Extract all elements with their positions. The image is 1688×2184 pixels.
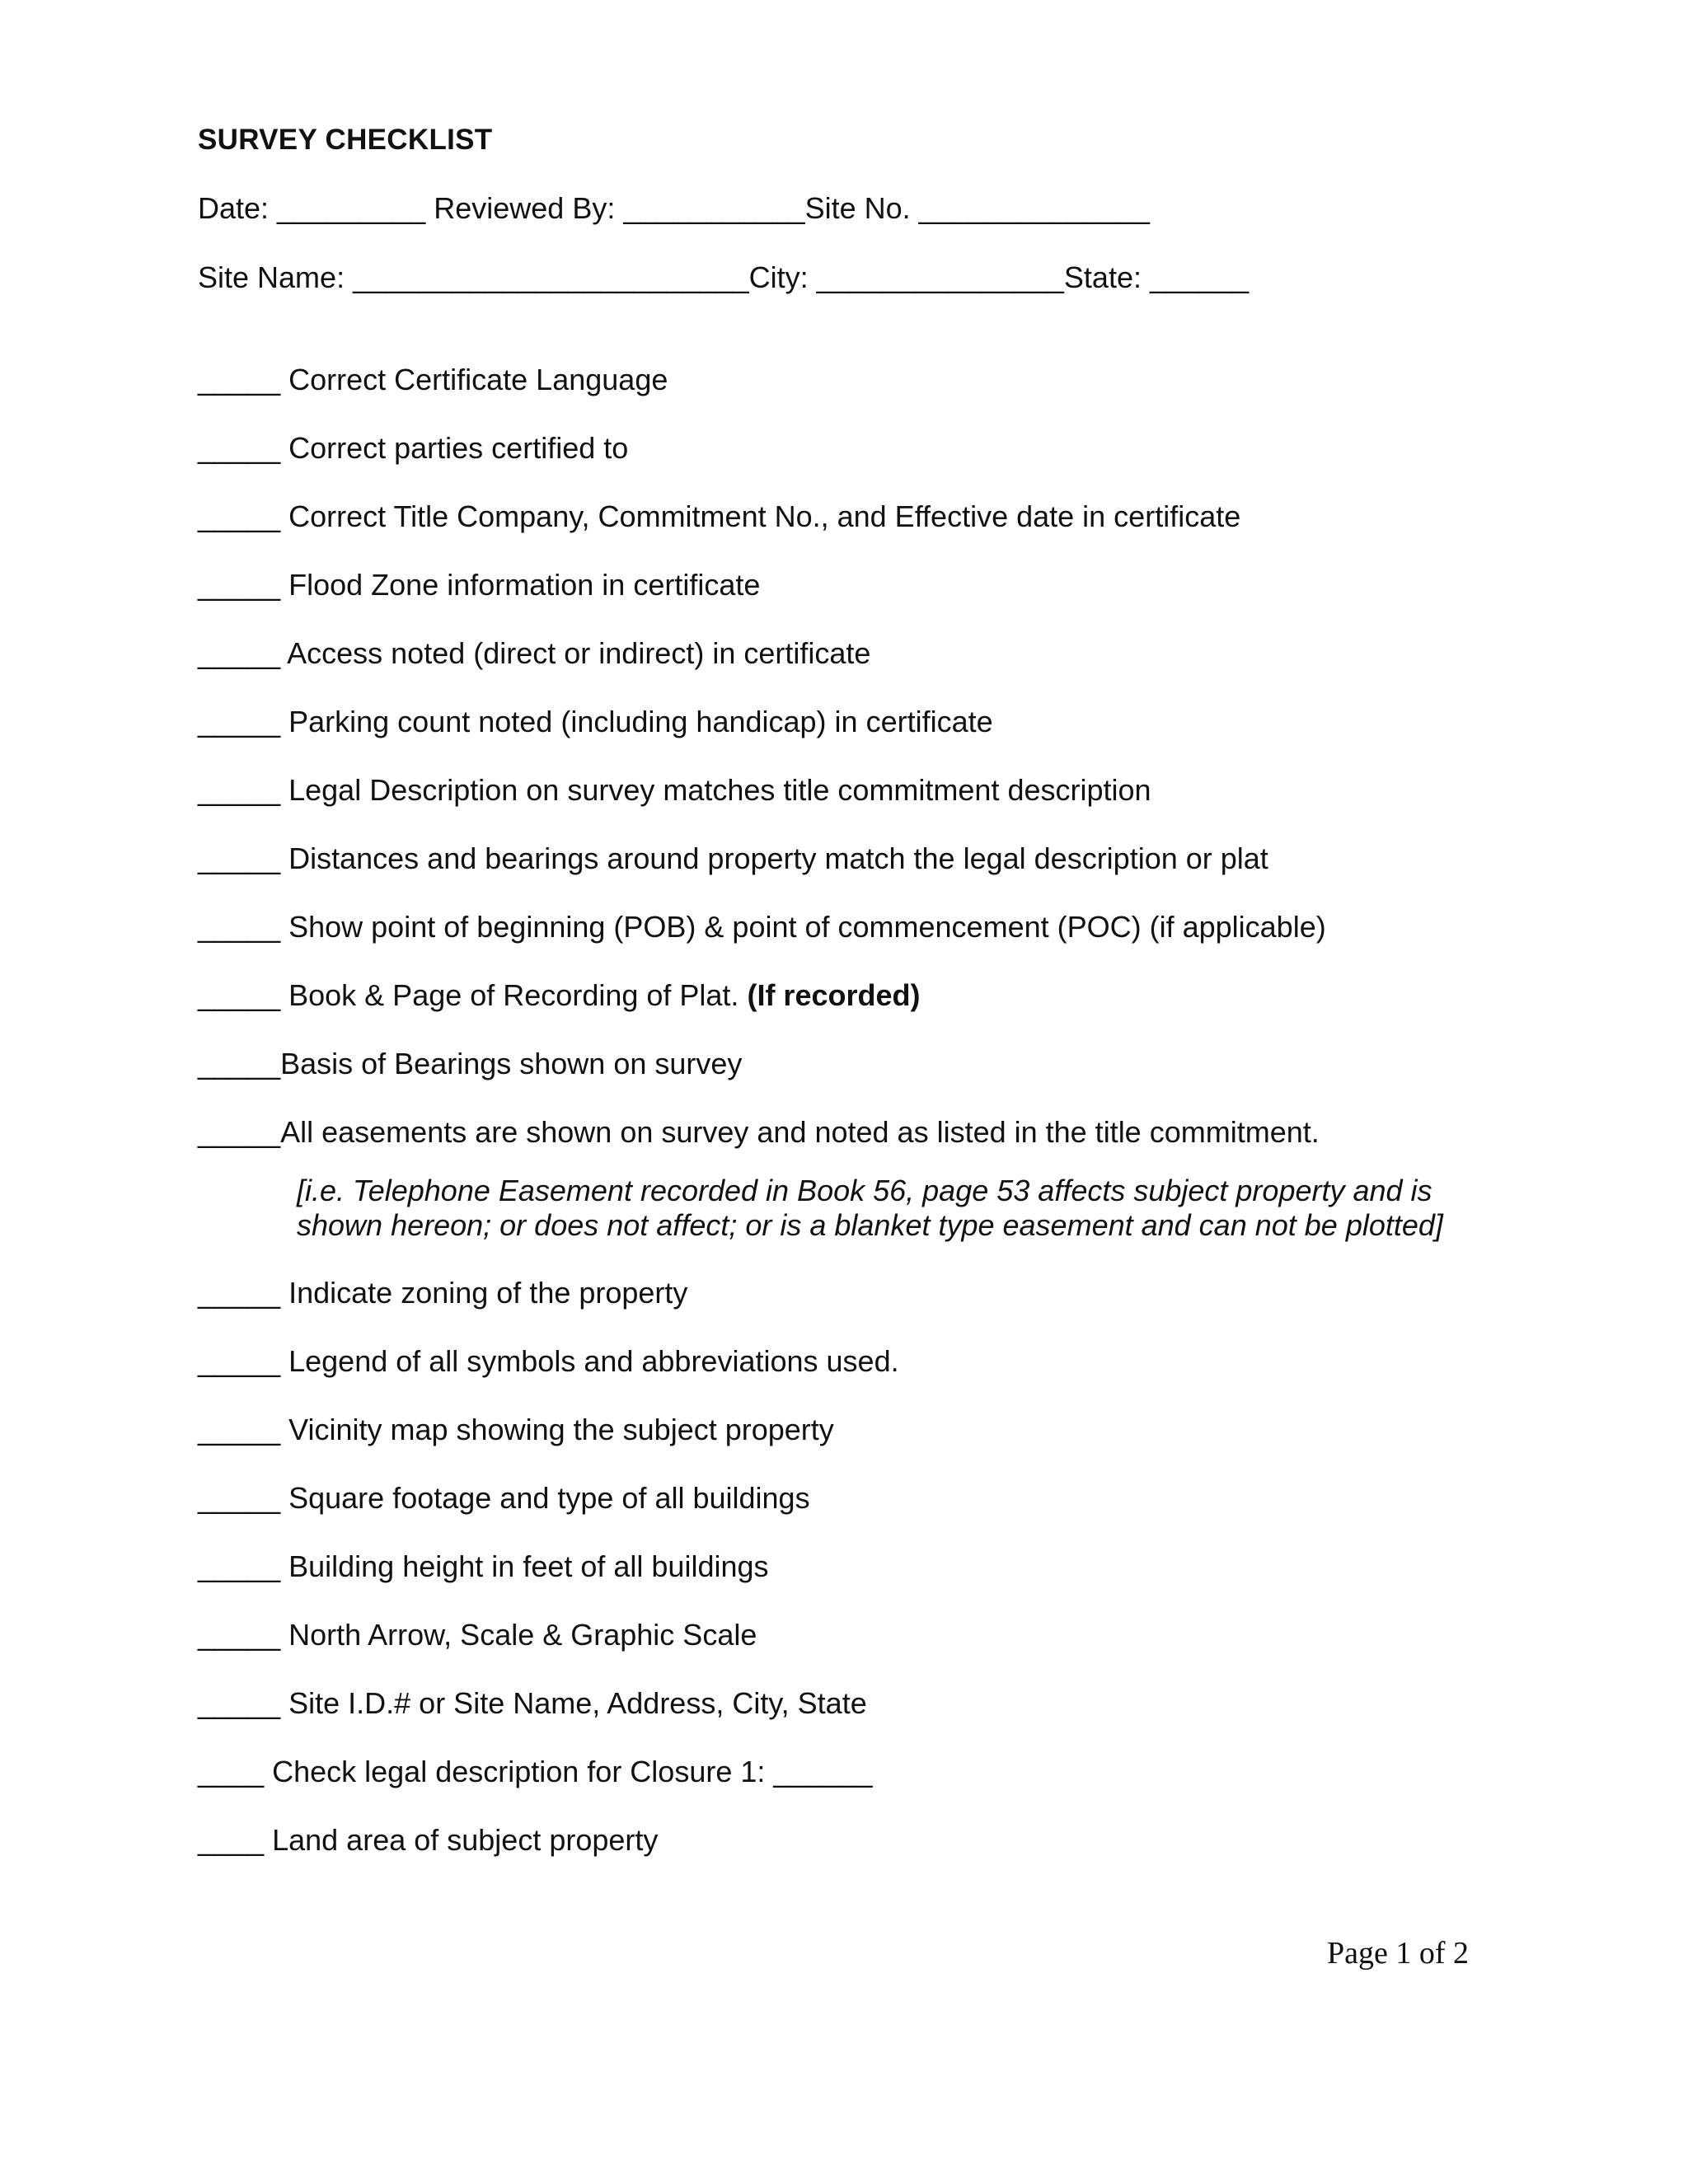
checklist-item — [198, 841, 1525, 910]
checklist-item — [198, 910, 1525, 978]
item-text: Land area of subject property — [272, 1823, 659, 1857]
easement-note: [i.e. Telephone Easement recorded in Book 56, page 53 affects subject property and is shown hereon; or does not affect; or is a blanket type easement and can not be plotted] — [297, 1174, 1443, 1242]
item-text: Square footage and type of all buildings — [288, 1481, 810, 1515]
checklist-item — [198, 773, 1525, 841]
checklist-item — [198, 1481, 1525, 1549]
checkbox-blank: _____ — [198, 1618, 289, 1652]
item-text: Building height in feet of all buildings — [288, 1549, 769, 1583]
checkbox-blank: _____ — [198, 568, 289, 602]
checkbox-blank: _____ — [198, 841, 289, 875]
checklist-item — [198, 978, 1525, 1047]
checkbox-blank: ____ — [198, 1755, 273, 1788]
checkbox-blank: _____ — [198, 1276, 289, 1310]
checklist-item — [198, 1686, 1525, 1755]
checkbox-blank: _____ — [198, 1115, 281, 1149]
item-bold-note: (If recorded) — [747, 978, 921, 1012]
checklist-item — [198, 1549, 1525, 1618]
checklist-item — [198, 1276, 1525, 1344]
checkbox-blank: _____ — [198, 1686, 289, 1720]
checklist-item — [198, 568, 1525, 636]
item-text: Legal Description on survey matches title commitment description — [288, 773, 1151, 807]
item-text: Show point of beginning (POB) & point of commencement (POC) (if applicable) — [288, 910, 1326, 944]
checklist-item — [198, 636, 1525, 705]
item-text: Basis of Bearings shown on survey — [280, 1047, 743, 1080]
checkbox-blank: _____ — [198, 978, 289, 1012]
checkbox-blank: _____ — [198, 1549, 289, 1583]
checkbox-blank: ____ — [198, 1823, 273, 1857]
item-text: Check legal description for Closure 1: ______ — [272, 1755, 873, 1788]
item-text: Correct Title Company, Commitment No., and Effective date in certificate — [288, 499, 1241, 533]
checkbox-blank: _____ — [198, 499, 289, 533]
page-number: Page 1 of 2 — [1327, 1936, 1470, 1971]
header-line-site-city-state: Site Name: ________________________City: _______________State: ______ — [198, 260, 1250, 294]
item-text: Vicinity map showing the subject property — [288, 1413, 834, 1446]
header-line-date-reviewer-site: Date: _________ Reviewed By: ___________Site No. ______________ — [198, 191, 1150, 225]
checklist-item — [198, 431, 1525, 499]
checklist-item — [198, 705, 1525, 773]
checkbox-blank: _____ — [198, 431, 289, 465]
checklist-item — [198, 363, 1525, 431]
item-text: Correct parties certified to — [288, 431, 629, 465]
checkbox-blank: _____ — [198, 910, 289, 944]
item-text: Book & Page of Recording of Plat. — [288, 978, 748, 1012]
checkbox-blank: _____ — [198, 1047, 281, 1080]
checkbox-blank: _____ — [198, 1413, 289, 1446]
checklist-item — [198, 1618, 1525, 1686]
checklist-item — [198, 499, 1525, 568]
document-title: SURVEY CHECKLIST — [198, 124, 493, 156]
checklist-item — [198, 1413, 1525, 1481]
checkbox-blank: _____ — [198, 636, 288, 670]
checklist — [198, 363, 1525, 1891]
item-text: Indicate zoning of the property — [288, 1276, 688, 1310]
item-text: All easements are shown on survey and noted as listed in the title commitment. — [280, 1115, 1320, 1149]
checklist-item — [198, 1755, 1525, 1823]
checkbox-blank: _____ — [198, 773, 289, 807]
checkbox-blank: _____ — [198, 1344, 289, 1378]
document-page — [198, 0, 1525, 2184]
item-text: Parking count noted (including handicap) in certificate — [288, 705, 993, 738]
item-text: Correct Certificate Language — [288, 363, 668, 396]
checklist-item — [198, 1823, 1525, 1891]
item-text: Distances and bearings around property match the legal description or plat — [288, 841, 1268, 875]
item-text: Site I.D.# or Site Name, Address, City, State — [288, 1686, 867, 1720]
item-text: Access noted (direct or indirect) in certificate — [287, 636, 871, 670]
item-text: Flood Zone information in certificate — [288, 568, 761, 602]
checkbox-blank: _____ — [198, 1481, 289, 1515]
checklist-item — [198, 1344, 1525, 1413]
checkbox-blank: _____ — [198, 363, 289, 396]
checkbox-blank: _____ — [198, 705, 289, 738]
item-text: North Arrow, Scale & Graphic Scale — [288, 1618, 757, 1652]
item-text: Legend of all symbols and abbreviations used. — [288, 1344, 899, 1378]
checklist-item — [198, 1047, 1525, 1115]
